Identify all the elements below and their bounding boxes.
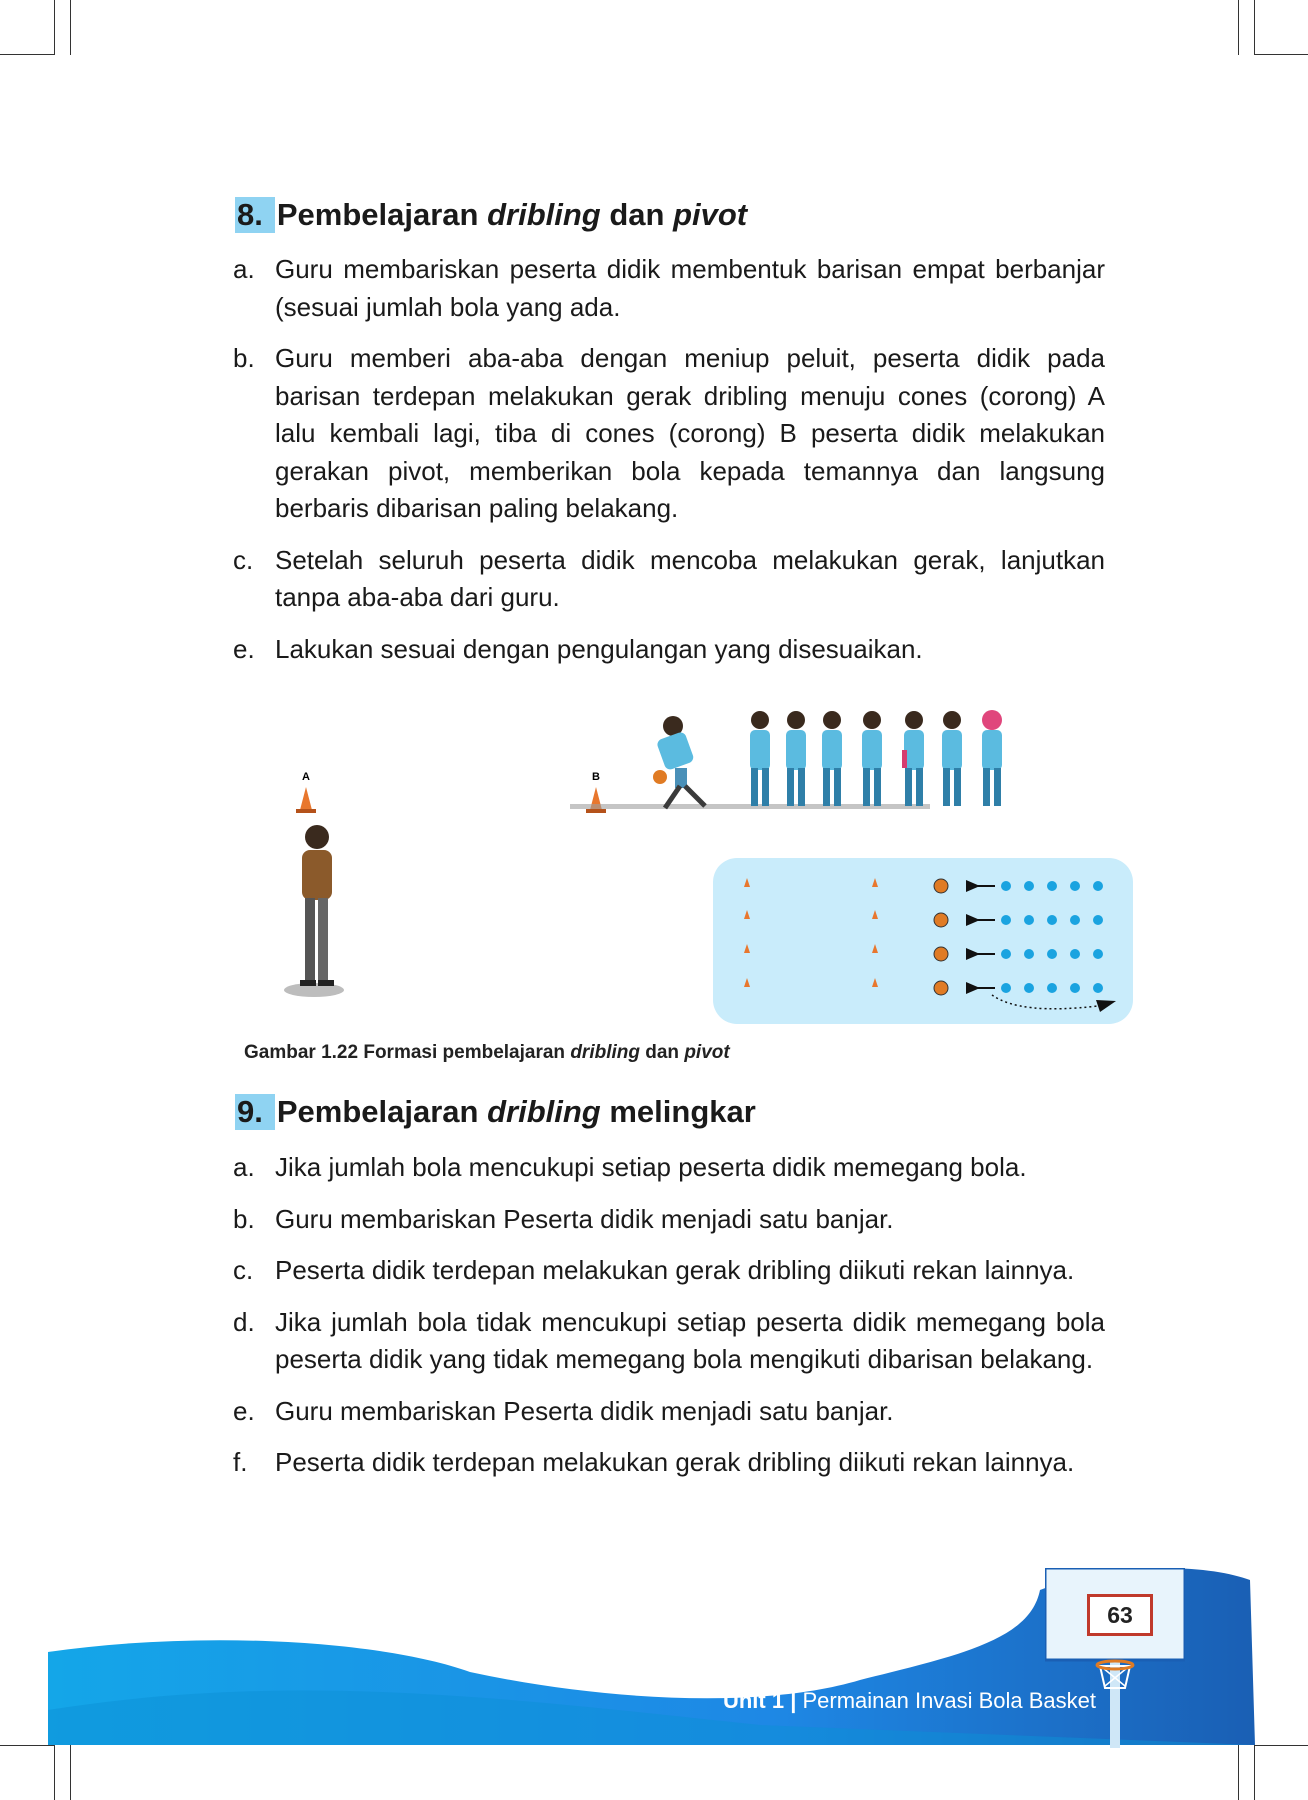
list-item: c. Peserta didik terdepan melakukan gerak dribling diikuti rekan lainnya. xyxy=(233,1255,1075,1285)
section-8-title: 8. Pembelajaran dribling dan pivot xyxy=(237,197,748,232)
svg-text:A: A xyxy=(302,771,310,783)
figure-caption: Gambar 1.22 Formasi pembelajaran dribling dan pivot xyxy=(244,1042,730,1063)
list-item: d. Jika jumlah bola tidak mencukupi setiap peserta didik memegang bola peserta didik yang tidak memegang bola mengikuti dibarisan belakang. xyxy=(233,1306,1105,1374)
section-9-title: 9. Pembelajaran dribling melingkar xyxy=(237,1094,756,1129)
list-item: a. Jika jumlah bola mencukupi setiap peserta didik memegang bola. xyxy=(233,1152,1027,1182)
list-item: b. Guru membariskan Peserta didik menjadi satu banjar. xyxy=(233,1203,894,1234)
section-8-number: 8. xyxy=(235,197,275,233)
section-8-list xyxy=(233,251,1105,682)
footer-unit-title: Unit 1 | Permainan Invasi Bola Basket xyxy=(722,1688,1096,1713)
formation-diagram xyxy=(713,858,1133,1024)
cone-a xyxy=(296,771,316,813)
list-item: a. Guru membariskan peserta didik membentuk barisan empat berbanjar (sesuai jumlah bola yang ada. xyxy=(233,254,1105,322)
formation-figure xyxy=(230,690,1140,1030)
student-figures xyxy=(750,710,1002,806)
page-number: 63 xyxy=(1087,1594,1153,1636)
section-9-number: 9. xyxy=(235,1094,275,1130)
list-item: e. Lakukan sesuai dengan pengulangan yang disesuaikan. xyxy=(233,633,923,664)
svg-text:B: B xyxy=(592,771,600,783)
list-item: f. Peserta didik terdepan melakukan gerak dribling diikuti rekan lainnya. xyxy=(233,1447,1075,1477)
list-item: c. Setelah seluruh peserta didik mencoba melakukan gerak, lanjutkan tanpa aba-aba dari guru. xyxy=(233,544,1105,612)
section-9-list xyxy=(233,1149,1105,1496)
teacher-figure xyxy=(284,825,344,997)
list-item: e. Guru membariskan Peserta didik menjadi satu banjar. xyxy=(233,1395,894,1426)
list-item: b. Guru memberi aba-aba dengan meniup peluit, peserta didik pada barisan terdepan melakukan gerak dribling menuju cones (corong) A lalu kembali lagi, tiba di cones (corong) B peserta didik melakukan gerakan pivot, memberikan bola kepada temannya dan langsung berbaris dibarisan paling belakang. xyxy=(233,343,1105,523)
